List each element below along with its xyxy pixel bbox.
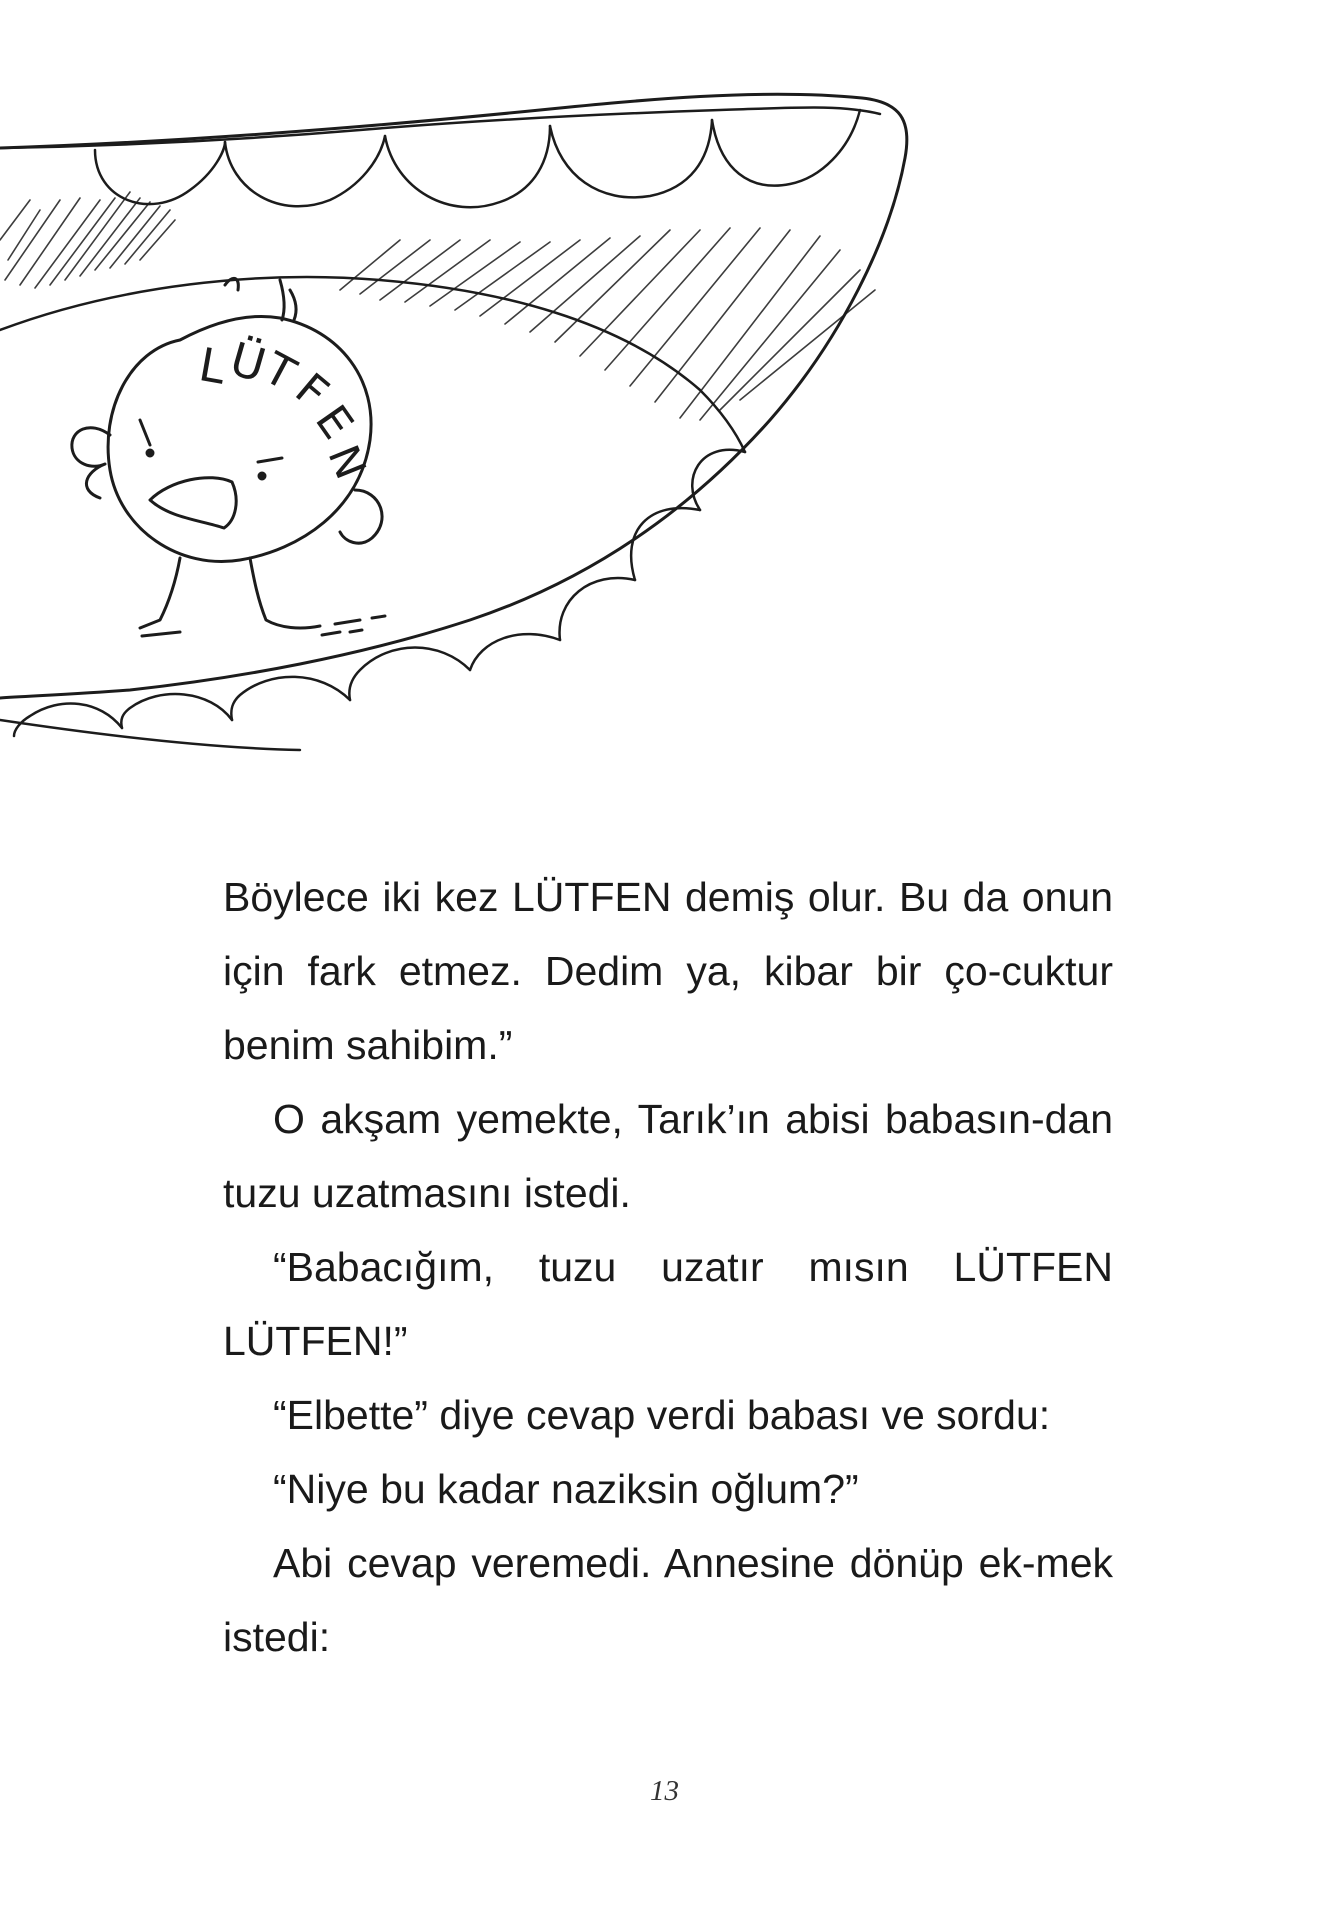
lutfen-lettering bbox=[195, 332, 376, 486]
paragraph: “Babacığım, tuzu uzatır mısın LÜTFEN LÜTFEN!” bbox=[223, 1244, 1113, 1364]
svg-text:L: L bbox=[195, 337, 230, 395]
lower-teeth bbox=[14, 450, 745, 736]
paragraph: Abi cevap veremedi. Annesine dönüp ek-mek istedi: bbox=[223, 1540, 1113, 1660]
svg-text:Ü: Ü bbox=[224, 331, 272, 393]
svg-text:N: N bbox=[318, 438, 376, 486]
svg-text:T: T bbox=[255, 342, 304, 401]
svg-text:E: E bbox=[305, 396, 363, 449]
paragraph: “Niye bu kadar naziksin oğlum?” bbox=[273, 1466, 859, 1512]
story-text bbox=[223, 860, 1113, 1674]
palate-hatching bbox=[0, 192, 875, 420]
page-number: 13 bbox=[650, 1775, 679, 1807]
paragraph: O akşam yemekte, Tarık’ın abisi babasın-dan tuzu uzatmasını istedi. bbox=[223, 1096, 1113, 1216]
mouth-illustration bbox=[0, 80, 920, 840]
svg-text:F: F bbox=[285, 363, 338, 419]
paragraph: Böylece iki kez LÜTFEN demiş olur. Bu da onun için fark etmez. Dedim ya, kibar bir ço-cuktur benim sahibim.” bbox=[223, 874, 1113, 1068]
upper-teeth bbox=[95, 110, 860, 207]
paragraph: “Elbette” diye cevap verdi babası ve sordu: bbox=[273, 1392, 1051, 1438]
